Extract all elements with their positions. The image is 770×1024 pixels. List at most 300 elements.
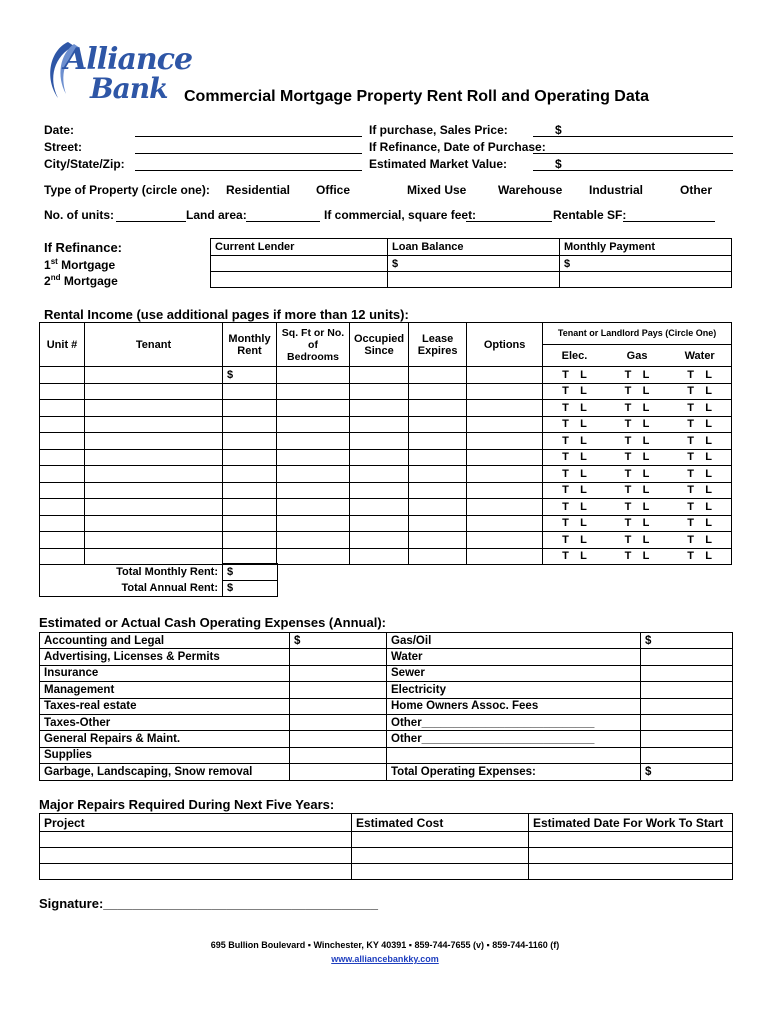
- tenant-option[interactable]: T: [687, 500, 694, 513]
- expense-left-label: Supplies: [40, 747, 290, 763]
- expenses-table: [39, 632, 733, 781]
- landlord-option[interactable]: L: [580, 451, 587, 464]
- expense-right-amount[interactable]: [641, 649, 733, 665]
- rent-lease-cell[interactable]: [409, 515, 467, 532]
- expense-row: [40, 731, 733, 747]
- landlord-option[interactable]: L: [580, 418, 587, 431]
- expense-left-amount[interactable]: [290, 747, 387, 763]
- current-lender-header: Current Lender: [211, 239, 388, 256]
- landlord-option[interactable]: L: [705, 467, 712, 480]
- col-options: Options: [467, 323, 543, 367]
- repair-cell[interactable]: [352, 864, 529, 880]
- tenant-option[interactable]: T: [562, 484, 569, 497]
- gas-tl-cell[interactable]: [606, 367, 668, 384]
- tenant-option[interactable]: T: [624, 533, 632, 546]
- rental-heading: Rental Income (use additional pages if more than 12 units):: [44, 307, 409, 322]
- expense-right-amount[interactable]: [641, 682, 733, 698]
- expense-right-label: Total Operating Expenses:: [387, 764, 641, 780]
- repair-cell[interactable]: [529, 864, 733, 880]
- expense-left-amount[interactable]: [290, 714, 387, 730]
- landlord-option[interactable]: L: [580, 368, 587, 381]
- rent-sqft-cell[interactable]: [277, 449, 350, 466]
- logo-line2: Bank: [90, 72, 168, 105]
- rental-table: [39, 322, 732, 565]
- landlord-option[interactable]: L: [642, 434, 650, 447]
- loan-balance-header: Loan Balance: [388, 239, 560, 256]
- tenant-option[interactable]: T: [624, 467, 632, 480]
- landlord-option[interactable]: L: [580, 500, 587, 513]
- property-type-label: Type of Property (circle one):: [44, 183, 210, 197]
- rent-unit-cell[interactable]: [40, 532, 85, 549]
- landlord-option[interactable]: L: [705, 418, 712, 431]
- expense-left-label: Insurance: [40, 665, 290, 681]
- rent-unit-cell[interactable]: [40, 367, 85, 384]
- elec-tl-cell[interactable]: [543, 433, 606, 450]
- col-water: Water: [668, 345, 731, 367]
- rent-options-cell[interactable]: [467, 482, 543, 499]
- rent-row: [40, 532, 732, 549]
- tenant-option[interactable]: T: [687, 533, 694, 546]
- gas-tl-cell[interactable]: [606, 466, 668, 483]
- repair-cell[interactable]: [40, 848, 352, 864]
- rent-rent-cell[interactable]: $: [223, 367, 277, 384]
- rent-tenant-cell[interactable]: [85, 499, 223, 516]
- landlord-option[interactable]: L: [705, 451, 712, 464]
- gas-tl-cell[interactable]: [606, 433, 668, 450]
- rent-lease-cell[interactable]: [409, 449, 467, 466]
- footer-website[interactable]: www.alliancebankky.com: [331, 954, 439, 964]
- units-label: No. of units:: [44, 208, 114, 222]
- rent-lease-cell[interactable]: [409, 532, 467, 549]
- gas-tl-cell[interactable]: [606, 532, 668, 549]
- water-tl-cell[interactable]: [668, 532, 731, 549]
- rent-unit-cell[interactable]: [40, 433, 85, 450]
- landlord-option[interactable]: L: [705, 517, 712, 530]
- landlord-option[interactable]: L: [580, 385, 587, 398]
- tenant-option[interactable]: T: [624, 500, 632, 513]
- expense-right-amount[interactable]: [641, 714, 733, 730]
- expense-row: [40, 764, 733, 780]
- rent-occupied-cell[interactable]: [350, 400, 409, 417]
- landlord-option[interactable]: L: [705, 550, 712, 563]
- elec-tl-cell[interactable]: [543, 400, 606, 417]
- rent-tenant-cell[interactable]: [85, 400, 223, 417]
- second-payment-cell[interactable]: [560, 272, 732, 288]
- landlord-option[interactable]: L: [642, 533, 650, 546]
- tenant-option[interactable]: T: [687, 517, 694, 530]
- landlord-option[interactable]: L: [642, 401, 650, 414]
- page-title: Commercial Mortgage Property Rent Roll and Operating Data: [184, 88, 649, 105]
- landlord-option[interactable]: L: [705, 368, 712, 381]
- tenant-option[interactable]: T: [687, 401, 694, 414]
- water-tl-cell[interactable]: [668, 383, 731, 400]
- option-warehouse[interactable]: Warehouse: [498, 183, 563, 197]
- rent-lease-cell[interactable]: [409, 466, 467, 483]
- city-label: City/State/Zip:: [44, 157, 125, 171]
- rent-options-cell[interactable]: [467, 383, 543, 400]
- expense-left-label: Garbage, Landscaping, Snow removal: [40, 764, 290, 780]
- rent-occupied-cell[interactable]: [350, 466, 409, 483]
- signature-line[interactable]: Signature:______________________________________: [39, 896, 379, 911]
- elec-tl-cell[interactable]: [543, 416, 606, 433]
- land-area-label: Land area:: [186, 208, 247, 222]
- landlord-option[interactable]: L: [642, 484, 650, 497]
- expense-right-amount[interactable]: [641, 747, 733, 763]
- landlord-option[interactable]: L: [705, 385, 712, 398]
- rent-tenant-cell[interactable]: [85, 416, 223, 433]
- water-tl-cell[interactable]: [668, 416, 731, 433]
- rent-options-cell[interactable]: [467, 433, 543, 450]
- expense-right-amount[interactable]: $: [641, 633, 733, 649]
- rent-lease-cell[interactable]: [409, 499, 467, 516]
- rent-options-cell[interactable]: [467, 548, 543, 565]
- units-field[interactable]: [116, 221, 186, 222]
- elec-tl-cell[interactable]: [543, 515, 606, 532]
- logo: [40, 38, 193, 108]
- water-tl-cell[interactable]: [668, 367, 731, 384]
- option-industrial[interactable]: Industrial: [589, 183, 644, 197]
- rent-rent-cell[interactable]: [223, 400, 277, 417]
- expense-left-label: Taxes-Other: [40, 714, 290, 730]
- landlord-option[interactable]: L: [642, 550, 650, 563]
- tenant-option[interactable]: T: [687, 385, 694, 398]
- rent-rent-cell[interactable]: [223, 449, 277, 466]
- rent-row: [40, 499, 732, 516]
- tenant-option[interactable]: T: [624, 434, 632, 447]
- gas-tl-cell[interactable]: [606, 482, 668, 499]
- rent-options-cell[interactable]: [467, 499, 543, 516]
- total-annual-cell[interactable]: $: [223, 580, 278, 597]
- rent-rent-cell[interactable]: [223, 482, 277, 499]
- rent-options-cell[interactable]: [467, 416, 543, 433]
- expense-right-label: Other___________________________: [387, 714, 641, 730]
- gas-tl-cell[interactable]: [606, 499, 668, 516]
- landlord-option[interactable]: L: [642, 385, 650, 398]
- water-tl-cell[interactable]: [668, 400, 731, 417]
- gas-tl-cell[interactable]: [606, 383, 668, 400]
- rent-lease-cell[interactable]: [409, 548, 467, 565]
- rent-tenant-cell[interactable]: [85, 515, 223, 532]
- rent-occupied-cell[interactable]: [350, 433, 409, 450]
- tenant-option[interactable]: T: [562, 368, 569, 381]
- rent-sqft-cell[interactable]: [277, 433, 350, 450]
- expense-left-amount[interactable]: [290, 698, 387, 714]
- rent-occupied-cell[interactable]: [350, 482, 409, 499]
- rent-occupied-cell[interactable]: [350, 515, 409, 532]
- expense-row: [40, 649, 733, 665]
- col-unit: Unit #: [40, 323, 85, 367]
- tenant-option[interactable]: T: [624, 401, 632, 414]
- rent-sqft-cell[interactable]: [277, 532, 350, 549]
- landlord-option[interactable]: L: [580, 550, 587, 563]
- tenant-option[interactable]: T: [624, 484, 632, 497]
- expense-right-label: Other___________________________: [387, 731, 641, 747]
- col-occupied: Occupied Since: [350, 323, 409, 367]
- tenant-option[interactable]: T: [687, 550, 694, 563]
- rent-options-cell[interactable]: [467, 400, 543, 417]
- rent-totals-table: [39, 563, 278, 597]
- rent-row: [40, 466, 732, 483]
- refinance-date-label: If Refinance, Date of Purchase:: [369, 140, 546, 154]
- second-lender-cell[interactable]: [211, 272, 388, 288]
- rent-tenant-cell[interactable]: [85, 532, 223, 549]
- rent-rent-cell[interactable]: [223, 532, 277, 549]
- repair-cell[interactable]: [529, 832, 733, 848]
- landlord-option[interactable]: L: [705, 533, 712, 546]
- tenant-option[interactable]: T: [562, 418, 569, 431]
- elec-tl-cell[interactable]: [543, 482, 606, 499]
- sqft-label: If commercial, square feet:: [324, 208, 477, 222]
- rent-sqft-cell[interactable]: [277, 400, 350, 417]
- tenant-option[interactable]: T: [562, 451, 569, 464]
- market-value-field[interactable]: [533, 170, 733, 171]
- expense-left-amount[interactable]: [290, 665, 387, 681]
- rent-options-cell[interactable]: [467, 367, 543, 384]
- rent-options-cell[interactable]: [467, 532, 543, 549]
- tenant-option[interactable]: T: [687, 434, 694, 447]
- tenant-option[interactable]: T: [562, 517, 569, 530]
- col-gas: Gas: [606, 345, 668, 367]
- landlord-option[interactable]: L: [705, 484, 712, 497]
- rent-unit-cell[interactable]: [40, 449, 85, 466]
- water-tl-cell[interactable]: [668, 433, 731, 450]
- elec-tl-cell[interactable]: [543, 367, 606, 384]
- option-office[interactable]: Office: [316, 183, 351, 197]
- expense-left-label: Advertising, Licenses & Permits: [40, 649, 290, 665]
- refinance-table: [210, 238, 732, 288]
- rent-occupied-cell[interactable]: [350, 383, 409, 400]
- expense-right-amount[interactable]: [641, 665, 733, 681]
- tenant-option[interactable]: T: [562, 434, 569, 447]
- first-balance-cell[interactable]: $: [388, 256, 560, 272]
- tenant-option[interactable]: T: [624, 368, 632, 381]
- market-value-label: Estimated Market Value:: [369, 157, 508, 171]
- landlord-option[interactable]: L: [642, 517, 650, 530]
- tenant-option[interactable]: T: [562, 550, 569, 563]
- sqft-field[interactable]: [466, 221, 552, 222]
- rent-sqft-cell[interactable]: [277, 499, 350, 516]
- rent-sqft-cell[interactable]: [277, 383, 350, 400]
- repair-cell[interactable]: [40, 832, 352, 848]
- rent-tenant-cell[interactable]: [85, 466, 223, 483]
- rent-unit-cell[interactable]: [40, 466, 85, 483]
- landlord-option[interactable]: L: [580, 533, 587, 546]
- expense-right-amount[interactable]: $: [641, 764, 733, 780]
- rent-rent-cell[interactable]: [223, 466, 277, 483]
- land-area-field[interactable]: [246, 221, 320, 222]
- rent-rent-cell[interactable]: [223, 383, 277, 400]
- tenant-option[interactable]: T: [562, 401, 569, 414]
- water-tl-cell[interactable]: [668, 499, 731, 516]
- rent-occupied-cell[interactable]: [350, 548, 409, 565]
- total-monthly-label: Total Monthly Rent:: [40, 564, 223, 581]
- col-rent: Monthly Rent: [223, 323, 277, 367]
- rent-occupied-cell[interactable]: [350, 499, 409, 516]
- second-balance-cell[interactable]: [388, 272, 560, 288]
- rent-sqft-cell[interactable]: [277, 416, 350, 433]
- expense-right-label: [387, 747, 641, 763]
- elec-tl-cell[interactable]: [543, 466, 606, 483]
- landlord-option[interactable]: L: [705, 434, 712, 447]
- tenant-option[interactable]: T: [624, 517, 632, 530]
- expense-right-amount[interactable]: [641, 698, 733, 714]
- rent-rent-cell[interactable]: [223, 499, 277, 516]
- tenant-option[interactable]: T: [562, 467, 569, 480]
- rent-lease-cell[interactable]: [409, 400, 467, 417]
- tenant-option[interactable]: T: [624, 385, 632, 398]
- landlord-option[interactable]: L: [580, 484, 587, 497]
- refinance-date-field[interactable]: [533, 153, 733, 154]
- rent-lease-cell[interactable]: [409, 482, 467, 499]
- rent-sqft-cell[interactable]: [277, 367, 350, 384]
- expense-right-label: Water: [387, 649, 641, 665]
- expense-left-amount[interactable]: [290, 764, 387, 780]
- rent-occupied-cell[interactable]: [350, 532, 409, 549]
- col-lease: Lease Expires: [409, 323, 467, 367]
- option-residential[interactable]: Residential: [226, 183, 291, 197]
- total-monthly-cell[interactable]: $: [223, 564, 278, 581]
- rent-unit-cell[interactable]: [40, 400, 85, 417]
- tenant-option[interactable]: T: [562, 533, 569, 546]
- purchase-field[interactable]: [533, 136, 733, 137]
- rent-sqft-cell[interactable]: [277, 466, 350, 483]
- rent-tenant-cell[interactable]: [85, 383, 223, 400]
- tenant-option[interactable]: T: [687, 451, 694, 464]
- elec-tl-cell[interactable]: [543, 548, 606, 565]
- rent-tenant-cell[interactable]: [85, 433, 223, 450]
- col-elec: Elec.: [543, 345, 606, 367]
- rent-unit-cell[interactable]: [40, 515, 85, 532]
- tenant-option[interactable]: T: [562, 385, 569, 398]
- water-tl-cell[interactable]: [668, 482, 731, 499]
- rent-options-cell[interactable]: [467, 449, 543, 466]
- city-field[interactable]: [135, 170, 362, 171]
- gas-tl-cell[interactable]: [606, 400, 668, 417]
- rent-occupied-cell[interactable]: [350, 416, 409, 433]
- expense-right-label: Gas/Oil: [387, 633, 641, 649]
- option-other[interactable]: Other: [680, 183, 713, 197]
- elec-tl-cell[interactable]: [543, 499, 606, 516]
- col-project: Project: [40, 814, 352, 832]
- landlord-option[interactable]: L: [642, 418, 650, 431]
- market-value-dollar: $: [555, 157, 562, 171]
- tenant-option[interactable]: T: [687, 418, 694, 431]
- expense-right-amount[interactable]: [641, 731, 733, 747]
- rent-tenant-cell[interactable]: [85, 367, 223, 384]
- landlord-option[interactable]: L: [642, 500, 650, 513]
- rent-lease-cell[interactable]: [409, 367, 467, 384]
- tenant-option[interactable]: T: [687, 484, 694, 497]
- rent-options-cell[interactable]: [467, 466, 543, 483]
- expense-left-amount[interactable]: [290, 682, 387, 698]
- rent-tenant-cell[interactable]: [85, 482, 223, 499]
- expense-row: [40, 665, 733, 681]
- rent-rent-cell[interactable]: [223, 433, 277, 450]
- tenant-option[interactable]: T: [687, 368, 694, 381]
- rent-occupied-cell[interactable]: [350, 449, 409, 466]
- water-tl-cell[interactable]: [668, 449, 731, 466]
- rent-unit-cell[interactable]: [40, 383, 85, 400]
- expense-right-label: Home Owners Assoc. Fees: [387, 698, 641, 714]
- first-lender-cell[interactable]: [211, 256, 388, 272]
- expense-left-amount[interactable]: [290, 731, 387, 747]
- tenant-option[interactable]: T: [687, 467, 694, 480]
- tenant-option[interactable]: T: [624, 550, 632, 563]
- rent-unit-cell[interactable]: [40, 499, 85, 516]
- landlord-option[interactable]: L: [642, 451, 650, 464]
- footer-address: 695 Bullion Boulevard ▪ Winchester, KY 40391 ▪ 859-744-7655 (v) ▪ 859-744-1160 (f): [210, 940, 560, 950]
- landlord-option[interactable]: L: [580, 401, 587, 414]
- rent-rent-cell[interactable]: [223, 416, 277, 433]
- rent-sqft-cell[interactable]: [277, 515, 350, 532]
- elec-tl-cell[interactable]: [543, 449, 606, 466]
- first-payment-cell[interactable]: $: [560, 256, 732, 272]
- rent-row: [40, 416, 732, 433]
- rent-row: [40, 449, 732, 466]
- rent-lease-cell[interactable]: [409, 383, 467, 400]
- rent-rent-cell[interactable]: [223, 515, 277, 532]
- rent-sqft-cell[interactable]: [277, 548, 350, 565]
- gas-tl-cell[interactable]: [606, 449, 668, 466]
- expense-left-label: Taxes-real estate: [40, 698, 290, 714]
- col-sqft: Sq. Ft or No. of Bedrooms: [277, 323, 350, 367]
- rent-unit-cell[interactable]: [40, 416, 85, 433]
- landlord-option[interactable]: L: [580, 434, 587, 447]
- rent-sqft-cell[interactable]: [277, 482, 350, 499]
- tenant-option[interactable]: T: [562, 500, 569, 513]
- option-mixed-use[interactable]: Mixed Use: [407, 183, 467, 197]
- repair-cell[interactable]: [40, 864, 352, 880]
- rent-unit-cell[interactable]: [40, 482, 85, 499]
- landlord-option[interactable]: L: [705, 401, 712, 414]
- expense-row: [40, 714, 733, 730]
- water-tl-cell[interactable]: [668, 548, 731, 565]
- street-field[interactable]: [135, 153, 362, 154]
- repair-cell[interactable]: [529, 848, 733, 864]
- date-field[interactable]: [135, 136, 362, 137]
- water-tl-cell[interactable]: [668, 515, 731, 532]
- expense-left-amount[interactable]: $: [290, 633, 387, 649]
- monthly-payment-header: Monthly Payment: [560, 239, 732, 256]
- elec-tl-cell[interactable]: [543, 383, 606, 400]
- rent-lease-cell[interactable]: [409, 433, 467, 450]
- gas-tl-cell[interactable]: [606, 416, 668, 433]
- rent-options-cell[interactable]: [467, 515, 543, 532]
- landlord-option[interactable]: L: [642, 368, 650, 381]
- expense-left-amount[interactable]: [290, 649, 387, 665]
- landlord-option[interactable]: L: [580, 467, 587, 480]
- repair-cell[interactable]: [352, 832, 529, 848]
- tenant-option[interactable]: T: [624, 451, 632, 464]
- gas-tl-cell[interactable]: [606, 548, 668, 565]
- rentable-label: Rentable SF:: [553, 208, 627, 222]
- elec-tl-cell[interactable]: [543, 532, 606, 549]
- rent-tenant-cell[interactable]: [85, 449, 223, 466]
- rent-occupied-cell[interactable]: [350, 367, 409, 384]
- landlord-option[interactable]: L: [580, 517, 587, 530]
- tenant-option[interactable]: T: [624, 418, 632, 431]
- expense-row: [40, 682, 733, 698]
- repair-cell[interactable]: [352, 848, 529, 864]
- gas-tl-cell[interactable]: [606, 515, 668, 532]
- landlord-option[interactable]: L: [705, 500, 712, 513]
- expense-left-label: Management: [40, 682, 290, 698]
- water-tl-cell[interactable]: [668, 466, 731, 483]
- rent-lease-cell[interactable]: [409, 416, 467, 433]
- landlord-option[interactable]: L: [642, 467, 650, 480]
- expense-row: [40, 747, 733, 763]
- rentable-field[interactable]: [623, 221, 715, 222]
